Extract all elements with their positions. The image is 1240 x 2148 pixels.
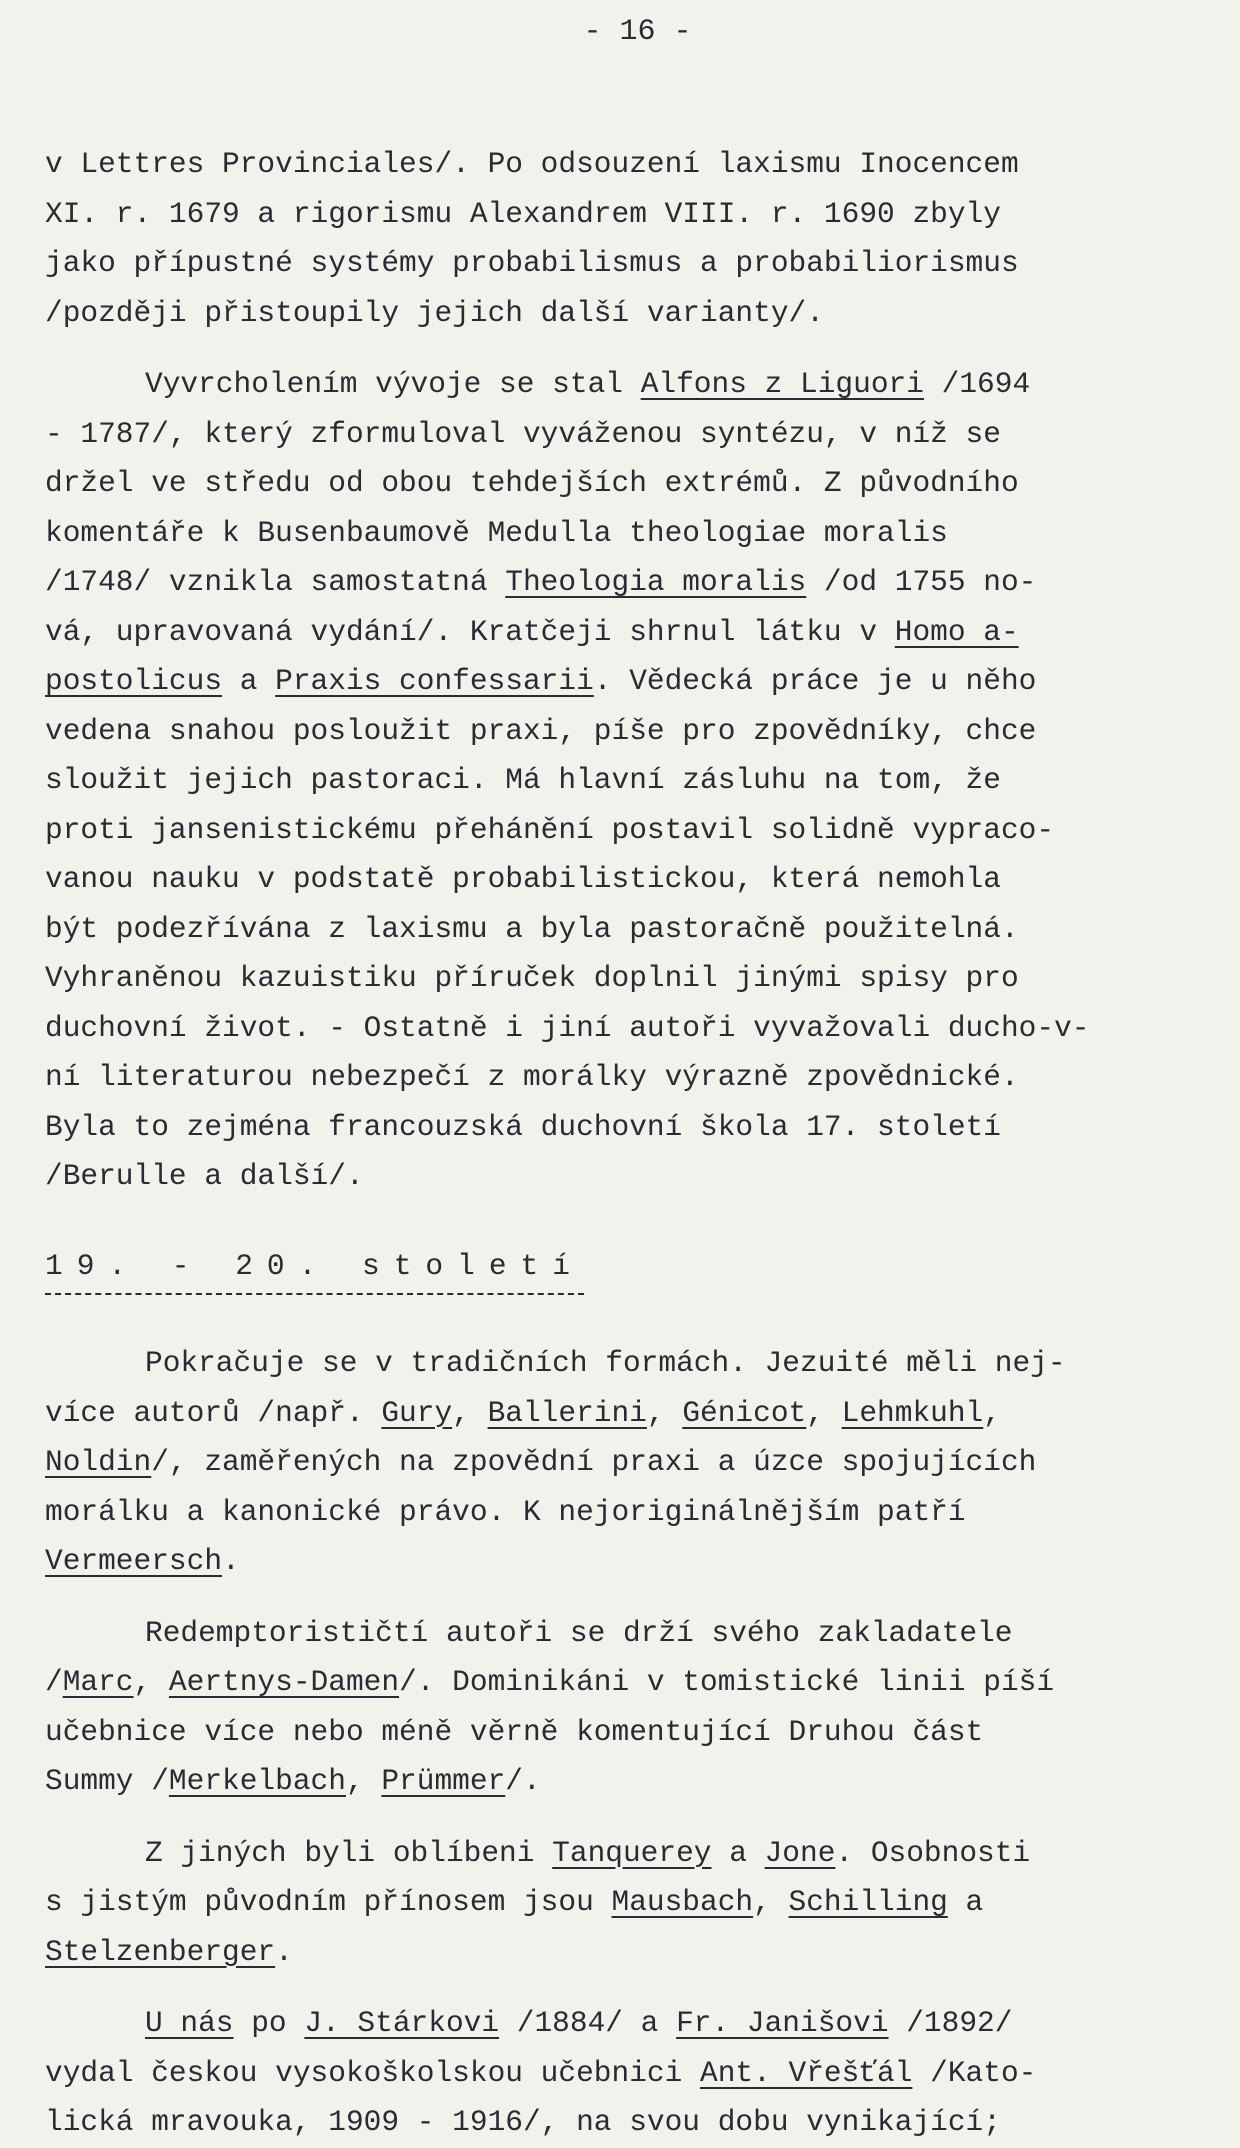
text-run: , <box>133 1665 169 1699</box>
text-run: /od 1755 no- <box>806 565 1037 599</box>
text-line <box>45 1053 1200 1103</box>
paragraph-4 <box>45 1609 1200 1807</box>
underlined-name: Alfons z Liguori <box>640 367 924 401</box>
text-run: po <box>233 2006 305 2040</box>
text-run: Z jiných byli oblíbeni <box>145 1835 553 1870</box>
text-run: více autorů /např. <box>45 1395 382 1430</box>
text-run: Vyhraněnou kazuistiku příruček doplnil jinými spisy pro <box>45 961 1019 995</box>
text-run: /, zaměřených na zpovědní praxi a úzce spojujících <box>151 1445 1037 1479</box>
underlined-name: Homo a- <box>894 614 1019 649</box>
text-line <box>45 1339 1200 1389</box>
text-run: . <box>222 1544 240 1578</box>
text-run: sloužit jejich pastoraci. Má hlavní zásluhu na tom, že <box>45 763 1001 797</box>
text-run: lická mravouka, 1909 - 1916/, na svou dobu vynikající; <box>45 2105 1001 2139</box>
underlined-name: Theologia moralis <box>505 565 807 599</box>
text-run: , <box>983 1395 1001 1430</box>
text-line <box>45 410 1200 460</box>
text-line <box>45 954 1200 1004</box>
text-run: /později přistoupily jejich další varianty/. <box>45 295 824 330</box>
text-run: proti jansenistickému přehánění postavil solidně vypraco- <box>45 812 1055 847</box>
text-run: Byla to zejména francouzská duchovní škola 17. století <box>45 1109 1001 1144</box>
text-line <box>45 2049 1200 2099</box>
text-line <box>45 2098 1200 2148</box>
section-heading: 19. - 20. století <box>45 1242 584 1296</box>
paragraph-6 <box>45 1999 1200 2148</box>
text-run: vedena snahou posloužit praxi, píše pro zpovědníky, chce <box>45 713 1037 748</box>
text-run: a <box>947 1885 984 1919</box>
underlined-name: Aertnys-Damen <box>168 1665 400 1699</box>
section-heading-wrap <box>45 1242 1200 1296</box>
underlined-name: Gury <box>381 1395 453 1430</box>
text-run: /Kato- <box>912 2055 1037 2090</box>
text-line <box>45 1438 1200 1488</box>
text-line <box>45 1757 1200 1807</box>
text-run: držel ve středu od obou tehdejších extrémů. Z původního <box>45 466 1019 500</box>
text-run: - 1787/, který zformuloval vyváženou syntézu, v níž se <box>45 416 1001 451</box>
text-run: vá, upravovaná vydání/. Kratčeji shrnul látku v <box>45 614 895 649</box>
underlined-name: U nás <box>145 2006 234 2040</box>
text-run: s jistým původním přínosem jsou <box>45 1885 612 1919</box>
underlined-name: Tanquerey <box>552 1835 712 1870</box>
paragraph-3 <box>45 1339 1200 1587</box>
underlined-name: Fr. Janišovi <box>676 2006 889 2040</box>
text-line <box>45 459 1200 509</box>
underlined-name: Marc <box>62 1665 134 1699</box>
text-run: , <box>452 1395 488 1430</box>
text-line <box>45 190 1200 240</box>
text-run: Pokračuje se v tradičních formách. Jezuité měli nej- <box>145 1346 1066 1380</box>
page-number: - 16 - <box>583 15 692 49</box>
text-run: , <box>753 1885 789 1919</box>
text-line <box>45 289 1200 339</box>
text-line <box>45 1658 1200 1708</box>
underlined-name: Génicot <box>682 1395 807 1430</box>
underlined-name: Mausbach <box>611 1885 754 1919</box>
text-line <box>45 806 1200 856</box>
text-run: vanou nauku v podstatě probabilistickou, která nemohla <box>45 862 1001 896</box>
text-run: /. <box>505 1764 541 1798</box>
text-run: /1884/ a <box>499 2006 677 2040</box>
text-line <box>45 1878 1200 1928</box>
paragraph-5 <box>45 1829 1200 1978</box>
text-run: a <box>711 1835 765 1870</box>
text-line <box>45 558 1200 608</box>
text-run: . Osobnosti <box>835 1835 1031 1870</box>
text-line <box>45 1488 1200 1538</box>
underlined-name: Jone <box>764 1835 836 1870</box>
text-run: učebnice více nebo méně věrně komentující Druhou část <box>45 1714 984 1749</box>
underlined-name: Merkelbach <box>168 1764 346 1798</box>
underlined-name: Lehmkuhl <box>841 1395 984 1430</box>
text-line <box>45 1537 1200 1587</box>
underlined-name: Praxis confessarii <box>275 664 594 698</box>
text-line <box>45 1928 1200 1978</box>
text-run: , <box>646 1395 683 1430</box>
text-run: v Lettres Provinciales/. Po odsouzení laxismu Inocencem <box>45 147 1019 181</box>
text-run: . <box>275 1934 293 1969</box>
text-line <box>45 1829 1200 1879</box>
text-run: /1694 <box>923 367 1031 401</box>
text-line <box>45 1708 1200 1758</box>
underlined-name: J. Stárkovi <box>304 2006 500 2040</box>
text-run: , <box>806 1395 842 1430</box>
text-line <box>45 905 1200 955</box>
underlined-name: Vermeersch <box>45 1544 223 1578</box>
underlined-name: Stelzenberger <box>45 1934 276 1969</box>
text-run: /1892/ <box>888 2006 1013 2040</box>
text-run: Summy / <box>45 1764 169 1798</box>
text-run: duchovní život. - Ostatně i jiní autoři vyvažovali ducho-v- <box>45 1010 1090 1045</box>
text-run: . Vědecká práce je u něho <box>593 664 1037 698</box>
text-run: /. Dominikáni v tomistické linii píší <box>399 1665 1055 1699</box>
underlined-name: postolicus <box>45 664 223 698</box>
underlined-name: Prümmer <box>381 1764 506 1798</box>
text-line <box>45 1152 1200 1202</box>
paragraph-1 <box>45 140 1200 338</box>
text-line <box>45 1103 1200 1153</box>
text-line <box>45 509 1200 559</box>
underlined-name: Ballerini <box>487 1395 647 1430</box>
text-run: /1748/ vznikla samostatná <box>45 565 506 599</box>
text-line <box>45 1999 1200 2049</box>
paragraph-2 <box>45 360 1200 1202</box>
text-run: komentáře k Busenbaumově Medulla theologiae moralis <box>45 515 948 550</box>
text-line <box>45 360 1200 410</box>
text-run: , <box>345 1764 382 1798</box>
underlined-name: Noldin <box>45 1445 152 1479</box>
text-run: vydal českou vysokoškolskou učebnici <box>45 2055 701 2090</box>
text-run: jako přípustné systémy probabilismus a probabiliorismus <box>45 246 1019 280</box>
text-line <box>45 608 1200 658</box>
text-line <box>45 657 1200 707</box>
text-run: / <box>45 1665 63 1699</box>
text-run: morálku a kanonické právo. K nejoriginálnějším patří <box>45 1494 966 1529</box>
text-line <box>45 756 1200 806</box>
underlined-name: Schilling <box>788 1885 948 1919</box>
text-line <box>45 1609 1200 1659</box>
text-line <box>45 239 1200 289</box>
text-line <box>45 1004 1200 1054</box>
text-run: /Berulle a další/. <box>45 1159 364 1193</box>
text-line <box>45 707 1200 757</box>
text-line <box>45 855 1200 905</box>
text-run: Vyvrcholením vývoje se stal <box>145 367 641 401</box>
text-run: a <box>222 664 276 698</box>
text-run: XI. r. 1679 a rigorismu Alexandrem VIII. r. 1690 zbyly <box>45 196 1001 231</box>
text-line <box>45 1389 1200 1439</box>
text-run: Redemptorističtí autoři se drží svého zakladatele <box>145 1615 1013 1650</box>
underlined-name: Ant. Vřešťál <box>700 2055 913 2090</box>
text-line <box>45 140 1200 190</box>
text-run: být podezřívána z laxismu a byla pastoračně použitelná. <box>45 911 1019 946</box>
text-run: ní literaturou nebezpečí z morálky výrazně zpovědnické. <box>45 1060 1019 1094</box>
